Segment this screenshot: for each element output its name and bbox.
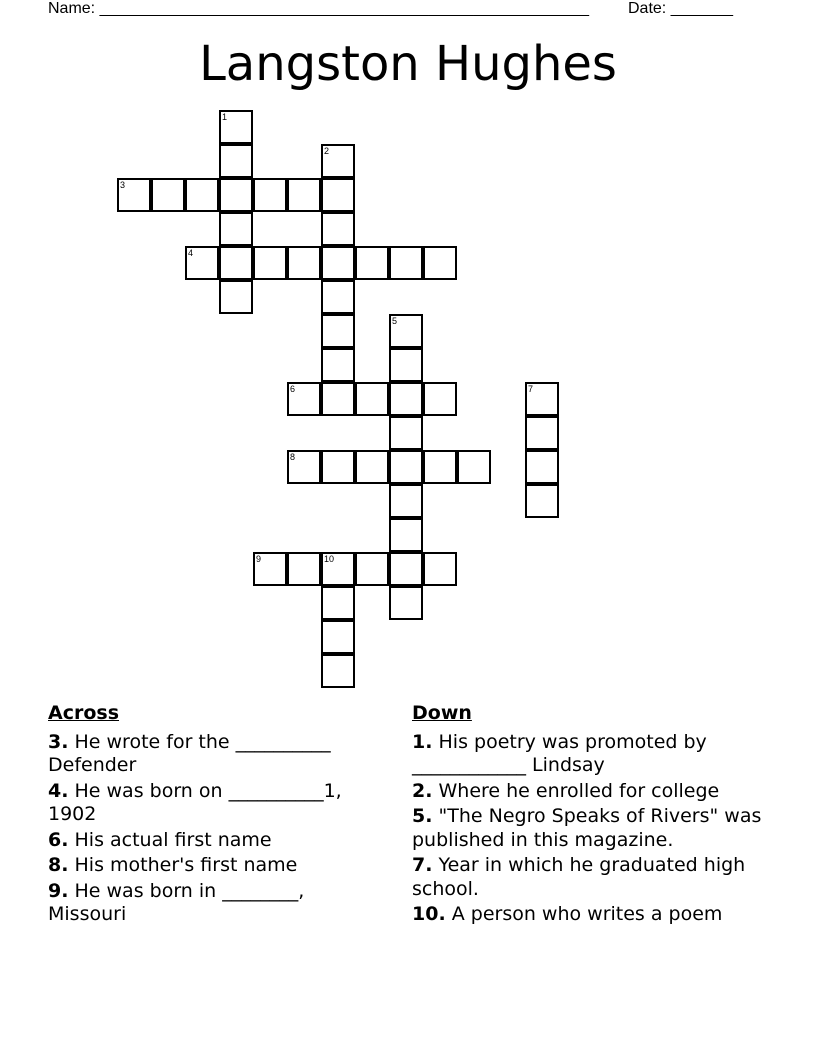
clue-number: 3. [48,730,69,753]
grid-cell[interactable] [321,382,355,416]
grid-cell[interactable] [185,178,219,212]
grid-cell[interactable] [389,246,423,280]
clue-text: His poetry was promoted by ____________ Lindsay [412,730,707,776]
grid-cell[interactable] [389,552,423,586]
clue-text: Year in which he graduated high school. [412,854,746,900]
name-label: Name: [48,0,96,17]
grid-cell[interactable] [287,552,321,586]
grid-cell[interactable] [151,178,185,212]
grid-cell[interactable] [219,110,253,144]
cell-number: 6 [290,384,296,394]
grid-cell[interactable] [219,280,253,314]
across-clues [48,702,378,929]
grid-cell[interactable] [321,450,355,484]
clue-text: His mother's first name [74,854,298,876]
grid-cell[interactable] [423,382,457,416]
grid-cell[interactable] [525,416,559,450]
clue-down-1 [412,731,764,778]
grid-cell[interactable] [389,518,423,552]
date-label: Date: [628,0,667,17]
grid-cell[interactable] [321,314,355,348]
cell-number: 2 [324,146,330,156]
clue-text: A person who writes a poem [451,903,723,925]
clue-number: 2. [412,779,433,802]
grid-cell[interactable] [253,178,287,212]
grid-cell[interactable] [321,348,355,382]
grid-cell[interactable] [423,552,457,586]
clue-text: He wrote for the __________ Defender [48,730,331,776]
grid-cell[interactable] [525,450,559,484]
clue-across-9 [48,880,378,927]
grid-cell[interactable] [253,246,287,280]
grid-cell[interactable] [525,484,559,518]
grid-cell[interactable] [321,246,355,280]
clue-down-10 [412,903,764,927]
grid-cell[interactable] [185,246,219,280]
grid-cell[interactable] [321,552,355,586]
grid-cell[interactable] [389,484,423,518]
grid-cell[interactable] [389,586,423,620]
clue-down-7 [412,854,764,901]
clue-across-6 [48,829,378,853]
clue-number: 6. [48,828,69,851]
grid-cell[interactable] [355,552,389,586]
grid-cell[interactable] [389,348,423,382]
clue-text: He was born in ________, Missouri [48,879,305,925]
grid-cell[interactable] [321,280,355,314]
grid-cell[interactable] [321,178,355,212]
grid-cell[interactable] [287,246,321,280]
cell-number: 10 [324,554,335,564]
clue-number: 4. [48,779,69,802]
down-heading: Down [412,702,472,724]
page-title: Langston Hughes [199,36,617,92]
cell-number: 9 [256,554,262,564]
grid-cell[interactable] [321,654,355,688]
grid-cell[interactable] [525,382,559,416]
grid-cell[interactable] [287,450,321,484]
cell-number: 4 [188,248,194,258]
name-blank[interactable]: _______________________________________________________ [99,0,589,17]
clue-across-3 [48,731,378,778]
cell-number: 5 [392,316,398,326]
clue-across-8 [48,854,378,878]
grid-cell[interactable] [321,620,355,654]
grid-cell[interactable] [321,144,355,178]
grid-cell[interactable] [321,586,355,620]
date-blank[interactable]: _______ [670,0,733,17]
grid-cell[interactable] [457,450,491,484]
clue-down-5 [412,805,764,852]
grid-cell[interactable] [321,212,355,246]
clue-number: 10. [412,903,446,925]
grid-cell[interactable] [355,450,389,484]
grid-cell[interactable] [389,450,423,484]
clue-text: His actual first name [74,828,272,851]
across-heading: Across [48,702,120,724]
clue-text: "The Negro Speaks of Rivers" was published in this magazine. [412,805,762,851]
cell-number: 8 [290,452,296,462]
grid-cell[interactable] [219,144,253,178]
grid-cell[interactable] [389,382,423,416]
grid-cell[interactable] [423,450,457,484]
grid-cell[interactable] [117,178,151,212]
grid-cell[interactable] [219,246,253,280]
grid-cell[interactable] [287,382,321,416]
clue-text: Where he enrolled for college [438,779,720,802]
clue-down-2 [412,780,764,804]
clue-across-4 [48,780,378,827]
grid-cell[interactable] [219,178,253,212]
grid-cell[interactable] [219,212,253,246]
cell-number: 1 [222,112,228,122]
clue-number: 1. [412,730,433,753]
grid-cell[interactable] [253,552,287,586]
clue-number: 5. [412,805,433,827]
clue-number: 8. [48,854,69,876]
grid-cell[interactable] [389,314,423,348]
clue-number: 7. [412,854,433,876]
grid-cell[interactable] [389,416,423,450]
grid-cell[interactable] [287,178,321,212]
clue-number: 9. [48,879,69,902]
grid-cell[interactable] [355,246,389,280]
grid-cell[interactable] [423,246,457,280]
clue-text: He was born on __________1, 1902 [48,779,342,825]
down-clues [412,702,764,929]
cell-number: 3 [120,180,126,190]
grid-cell[interactable] [355,382,389,416]
cell-number: 7 [528,384,534,394]
